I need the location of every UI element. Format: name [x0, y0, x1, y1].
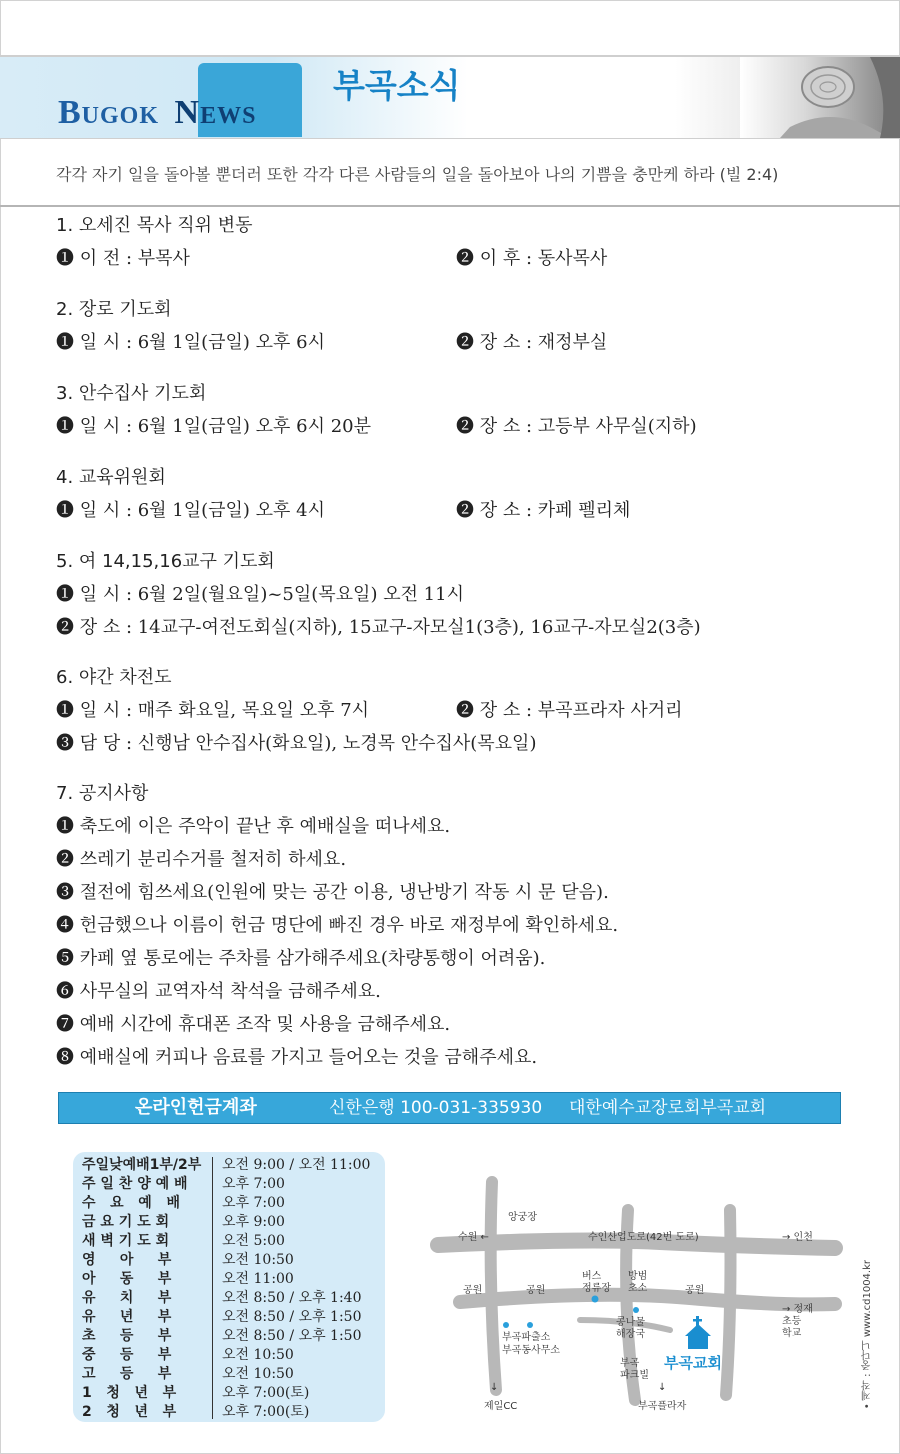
map-label-church: 부곡교회: [664, 1354, 722, 1372]
schedule-row: [82, 1270, 382, 1289]
row-col1: ❶ 일 시 : 6월 1일(금일) 오후 4시: [56, 500, 326, 521]
schedule-row: [82, 1384, 382, 1403]
schedule-time: 오후 7:00(토): [222, 1404, 310, 1420]
online-offering-account-bar: [58, 1092, 841, 1124]
map-label-plaza: 부곡플라자: [638, 1401, 687, 1412]
schedule-time: 오전 9:00 / 오전 11:00: [222, 1157, 371, 1173]
section-title: 5. 여 14,15,16교구 기도회: [56, 551, 275, 572]
section-title: 7. 공지사항: [56, 783, 149, 804]
schedule-time: 오전 5:00: [222, 1233, 285, 1249]
section-3: [56, 378, 876, 443]
schedule-label: 고 등 부: [82, 1366, 172, 1382]
section-title: 2. 장로 기도회: [56, 299, 172, 320]
map-label-crime-post: 방범 초소: [628, 1271, 648, 1294]
bus-stop-dot: [592, 1296, 599, 1303]
bugok-news-logo: [58, 94, 256, 132]
schedule-row: [82, 1346, 382, 1365]
schedule-label: 영 아 부: [82, 1252, 172, 1268]
map-label-community-office: 부곡동사무소: [502, 1345, 560, 1356]
schedule-row: [82, 1251, 382, 1270]
header-bottom-rule: [0, 138, 900, 139]
map-label-road: 수인산업도로(42번 도로): [588, 1232, 699, 1243]
schedule-row: [82, 1403, 382, 1422]
map-label-park: 공원: [526, 1285, 546, 1296]
schedule-time: 오전 11:00: [222, 1271, 294, 1287]
map-label-bus-stop: 버스 정류장: [582, 1271, 611, 1294]
notice-text: ❽ 예배실에 커피나 음료를 가지고 들어오는 것을 금해주세요.: [56, 1047, 538, 1068]
schedule-label: 유 년 부: [82, 1309, 172, 1325]
notice-text: ❹ 헌금했으나 이름이 헌금 명단에 빠진 경우 바로 재정부에 확인하세요.: [56, 915, 619, 936]
section-row: [56, 326, 876, 359]
section-6: [56, 662, 876, 760]
row-col2: ❷ 장 소 : 카페 펠리체: [456, 500, 631, 521]
section-row: [56, 578, 876, 611]
section-row: [56, 611, 876, 644]
section-title: 4. 교육위원회: [56, 467, 166, 488]
account-number: 신한은행 100-031-335930: [329, 1098, 543, 1118]
schedule-label: 주 일 찬 양 예 배: [82, 1176, 188, 1192]
schedule-time: 오후 7:00: [222, 1195, 285, 1211]
notice-item: [56, 975, 876, 1008]
row-col1: ❷ 장 소 : 14교구-여전도회실(지하), 15교구-자모실1(3층), 16교구-자모실2(3층): [56, 617, 701, 638]
schedule-label: 금 요 기 도 회: [82, 1214, 170, 1230]
map-label-suwon: 수원 ←: [458, 1232, 489, 1243]
notice-item: [56, 876, 876, 909]
section-row: [56, 727, 876, 760]
schedule-row: [82, 1308, 382, 1327]
notice-item: [56, 942, 876, 975]
section-row: [56, 694, 876, 727]
church-icon: [685, 1316, 711, 1349]
bible-verse: 각각 자기 일을 돌아볼 뿐더러 또한 각각 다른 사람들의 일을 돌아보아 나의 기쁨을 충만케 하라 (빌 2:4): [56, 165, 779, 184]
soup-dot: [633, 1307, 639, 1313]
notice-item: [56, 909, 876, 942]
section-7: [56, 778, 876, 1074]
row-col1: ❶ 일 시 : 매주 화요일, 목요일 오후 7시: [56, 700, 370, 721]
map-label-park: 공원: [463, 1285, 483, 1296]
section-title: 1. 오세진 목사 직위 변동: [56, 215, 253, 236]
down-arrow-icon: ↓: [490, 1382, 499, 1393]
schedule-time: 오전 8:50 / 오후 1:50: [222, 1309, 362, 1325]
map-label-school: → 정재 초등 학교: [782, 1304, 813, 1339]
map-label-park: 공원: [685, 1285, 705, 1296]
schedule-time: 오후 7:00: [222, 1176, 285, 1192]
schedule-time: 오전 8:50 / 오후 1:50: [222, 1328, 362, 1344]
row-col1: ❶ 일 시 : 6월 1일(금일) 오후 6시: [56, 332, 326, 353]
section-2: [56, 294, 876, 359]
map-label-incheon: → 인천: [782, 1232, 813, 1243]
schedule-label: 초 등 부: [82, 1328, 172, 1344]
schedule-row: [82, 1213, 382, 1232]
notice-text: ❼ 예배 시간에 휴대폰 조작 및 사용을 금해주세요.: [56, 1014, 451, 1035]
section-title: 6. 야간 차전도: [56, 667, 172, 688]
tree-stump-photo: [740, 57, 900, 138]
schedule-time: 오후 7:00(토): [222, 1385, 310, 1401]
section-1: [56, 210, 876, 275]
row-col1: ❶ 일 시 : 6월 1일(금일) 오후 6시 20분: [56, 416, 372, 437]
schedule-label: 1 청 년 부: [82, 1385, 177, 1401]
schedule-row: [82, 1289, 382, 1308]
row-col2: ❷ 장 소 : 고등부 사무실(지하): [456, 416, 697, 437]
schedule-time: 오전 10:50: [222, 1347, 294, 1363]
section-row: [56, 410, 876, 443]
notice-text: ❷ 쓰레기 분리수거를 철저히 하세요.: [56, 849, 347, 870]
row-col2: ❷ 이 후 : 동사목사: [456, 248, 608, 269]
row-col1: ❶ 일 시 : 6월 2일(월요일)~5일(목요일) 오전 11시: [56, 584, 464, 605]
section-divider: [0, 205, 900, 207]
schedule-label: 아 동 부: [82, 1271, 172, 1287]
section-4: [56, 462, 876, 527]
account-holder: 대한예수교장로회부곡교회: [569, 1098, 767, 1118]
map-label-police: 부곡파출소: [502, 1332, 551, 1343]
section-row: [56, 242, 876, 275]
schedule-label: 2 청 년 부: [82, 1404, 177, 1420]
map-label-archery: 앙궁장: [508, 1212, 537, 1223]
credit-text: • 제작 : 중다니 www.cd1004.kr: [862, 1260, 873, 1410]
row-col2: ❷ 장 소 : 재정부실: [456, 332, 608, 353]
schedule-label: 유 치 부: [82, 1290, 172, 1306]
notice-text: ❻ 사무실의 교역자석 착석을 금해주세요.: [56, 981, 381, 1002]
section-row: [56, 494, 876, 527]
row-col1: ❶ 이 전 : 부목사: [56, 248, 190, 269]
schedule-label: 수 요 예 배: [82, 1195, 180, 1211]
notice-item: [56, 810, 876, 843]
location-map: [430, 1170, 845, 1415]
notice-text: ❶ 축도에 이은 주악이 끝난 후 예배실을 떠나세요.: [56, 816, 451, 837]
map-label-jeil-cc: 제일CC: [484, 1401, 518, 1412]
schedule-time: 오전 8:50 / 오후 1:40: [222, 1290, 362, 1306]
schedule-label: 중 등 부: [82, 1347, 172, 1363]
notice-item: [56, 843, 876, 876]
section-title: 3. 안수집사 기도회: [56, 383, 207, 404]
map-label-parkville: 부곡 파크빌: [620, 1358, 649, 1381]
notice-text: ❸ 절전에 힘쓰세요(인원에 맞는 공간 이용, 냉난방기 작동 시 문 닫음).: [56, 882, 609, 903]
schedule-time: 오전 10:50: [222, 1366, 294, 1382]
schedule-row: [82, 1365, 382, 1384]
logo-bugok: Bugok: [58, 94, 160, 131]
page-title: 부곡소식: [333, 66, 461, 105]
schedule-row: [82, 1175, 382, 1194]
notice-text: ❺ 카페 옆 통로에는 주차를 삼가해주세요(차량통행이 어려움).: [56, 948, 546, 969]
schedule-row: [82, 1194, 382, 1213]
logo-news: News: [174, 94, 257, 131]
schedule-time: 오전 10:50: [222, 1252, 294, 1268]
schedule-row: [82, 1156, 382, 1175]
schedule-label: 새 벽 기 도 회: [82, 1233, 170, 1249]
schedule-time: 오후 9:00: [222, 1214, 285, 1230]
notice-item: [56, 1008, 876, 1041]
schedule-row: [82, 1327, 382, 1346]
row-col1: ❸ 담 당 : 신행남 안수집사(화요일), 노경목 안수집사(목요일): [56, 733, 537, 754]
section-5: [56, 546, 876, 644]
schedule-row: [82, 1232, 382, 1251]
row-col2: ❷ 장 소 : 부곡프라자 사거리: [456, 700, 683, 721]
down-arrow-icon: ↓: [658, 1382, 667, 1393]
schedule-label: 주일낮예배1부/2부: [82, 1157, 202, 1173]
map-label-restaurant: 콩나물 해장국: [616, 1317, 645, 1340]
account-label: 온라인헌금계좌: [135, 1097, 257, 1118]
notice-item: [56, 1041, 876, 1074]
